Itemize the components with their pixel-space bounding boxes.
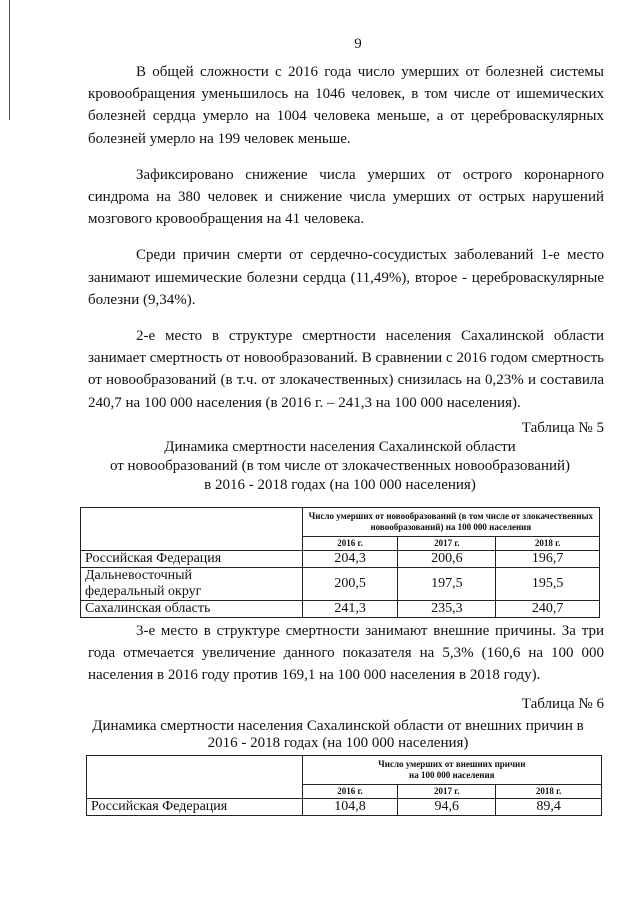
page-number: 9: [354, 36, 362, 52]
cell-value: 204,3: [302, 550, 398, 567]
row-name: Российская Федерация: [81, 550, 303, 567]
table5-title: [76, 438, 604, 495]
table5-corner-cell: [81, 507, 303, 550]
cell-value: 196,7: [496, 550, 600, 567]
table5-title-line-2: от новообразований (в том числе от злокачественных новообразований): [109, 457, 571, 474]
cell-value: 197,5: [398, 567, 496, 600]
table6-header-row: [87, 756, 602, 785]
table6-year-2018: 2018 г.: [496, 785, 602, 799]
cell-value: 104,8: [302, 799, 398, 816]
table5-year-2017: 2017 г.: [398, 536, 496, 550]
table5-label: Таблица № 5: [521, 419, 604, 436]
document-page: [85, 36, 604, 816]
table6-title-line-2: 2016 - 2018 годах (на 100 000 населения): [207, 735, 469, 752]
table5: [80, 507, 600, 618]
row-name: Дальневосточный федеральный округ: [81, 567, 303, 600]
table6-header: [302, 756, 601, 785]
table-row: [81, 567, 600, 600]
table6-title: [72, 718, 604, 752]
cell-value: 240,7: [496, 600, 600, 617]
table6-corner-cell: [87, 756, 303, 799]
table-row: [81, 550, 600, 567]
table6-label: Таблица № 6: [521, 696, 604, 713]
cell-value: 235,3: [398, 600, 496, 617]
paragraph-3: Среди причин смерти от сердечно-сосудистых заболеваний 1-е место занимают ишемические болезни сердца (11,49%), второе - цереброваскулярные болезни (9,34%).: [88, 247, 604, 308]
cell-value: 241,3: [302, 600, 398, 617]
table5-title-line-1: Динамика смертности населения Сахалинской области: [164, 438, 516, 455]
row-name: Российская Федерация: [87, 799, 303, 816]
cell-value: 200,6: [398, 550, 496, 567]
cell-value: 89,4: [496, 799, 602, 816]
cell-value: 200,5: [302, 567, 398, 600]
paragraph-5: 3-е место в структуре смертности занимают внешние причины. За три года отмечается увеличение данного показателя на 5,3% (160,6 на 100 000 населения в 2016 году против 169,1 на 100 000 населения в 2018 году).: [88, 622, 604, 684]
paragraph-1: В общей сложности с 2016 года число умерших от болезней системы кровообращения уменьшилось на 1046 человек, в том числе от ишемических болезней сердца умерло на 1004 человека меньше, а от цереброваскулярных болезней умерло на 199 человек меньше.: [88, 64, 604, 147]
cell-value: 195,5: [496, 567, 600, 600]
table-row: [81, 600, 600, 617]
table6-header-line-1: Число умерших от внешних причин: [378, 759, 526, 770]
table6-year-2016: 2016 г.: [302, 785, 398, 799]
table5-year-2018: 2018 г.: [496, 536, 600, 550]
scan-edge-line: [9, 0, 10, 120]
paragraph-4: 2-е место в структуре смертности населения Сахалинской области занимает смертность от новообразований. В сравнении с 2016 годом смертность от новообразований (в т.ч. от злокачественных) снизилась на 0,23% и составила 240,7 на 100 000 населения (в 2016 г. – 241,3 на 100 000 населения).: [88, 328, 604, 411]
table6-header-line-2: на 100 000 населения: [409, 770, 495, 781]
row-name: Сахалинская область: [81, 600, 303, 617]
cell-value: 94,6: [398, 799, 496, 816]
table6-title-line-1: Динамика смертности населения Сахалинской области от внешних причин в: [92, 718, 584, 735]
table6-year-2017: 2017 г.: [398, 785, 496, 799]
table5-header-row: [81, 507, 600, 536]
table5-year-2016: 2016 г.: [302, 536, 398, 550]
table6: [86, 755, 602, 816]
table5-header: Число умерших от новообразований (в том числе от злокачественных новообразований) на 100 000 населения: [302, 507, 599, 536]
paragraph-2: Зафиксировано снижение числа умерших от острого коронарного синдрома на 380 человек и снижение числа умерших от острых нарушений мозгового кровообращения на 41 человека.: [88, 166, 604, 228]
table5-title-line-3: в 2016 - 2018 годах (на 100 000 населения): [204, 476, 476, 493]
table-row: [87, 799, 602, 816]
